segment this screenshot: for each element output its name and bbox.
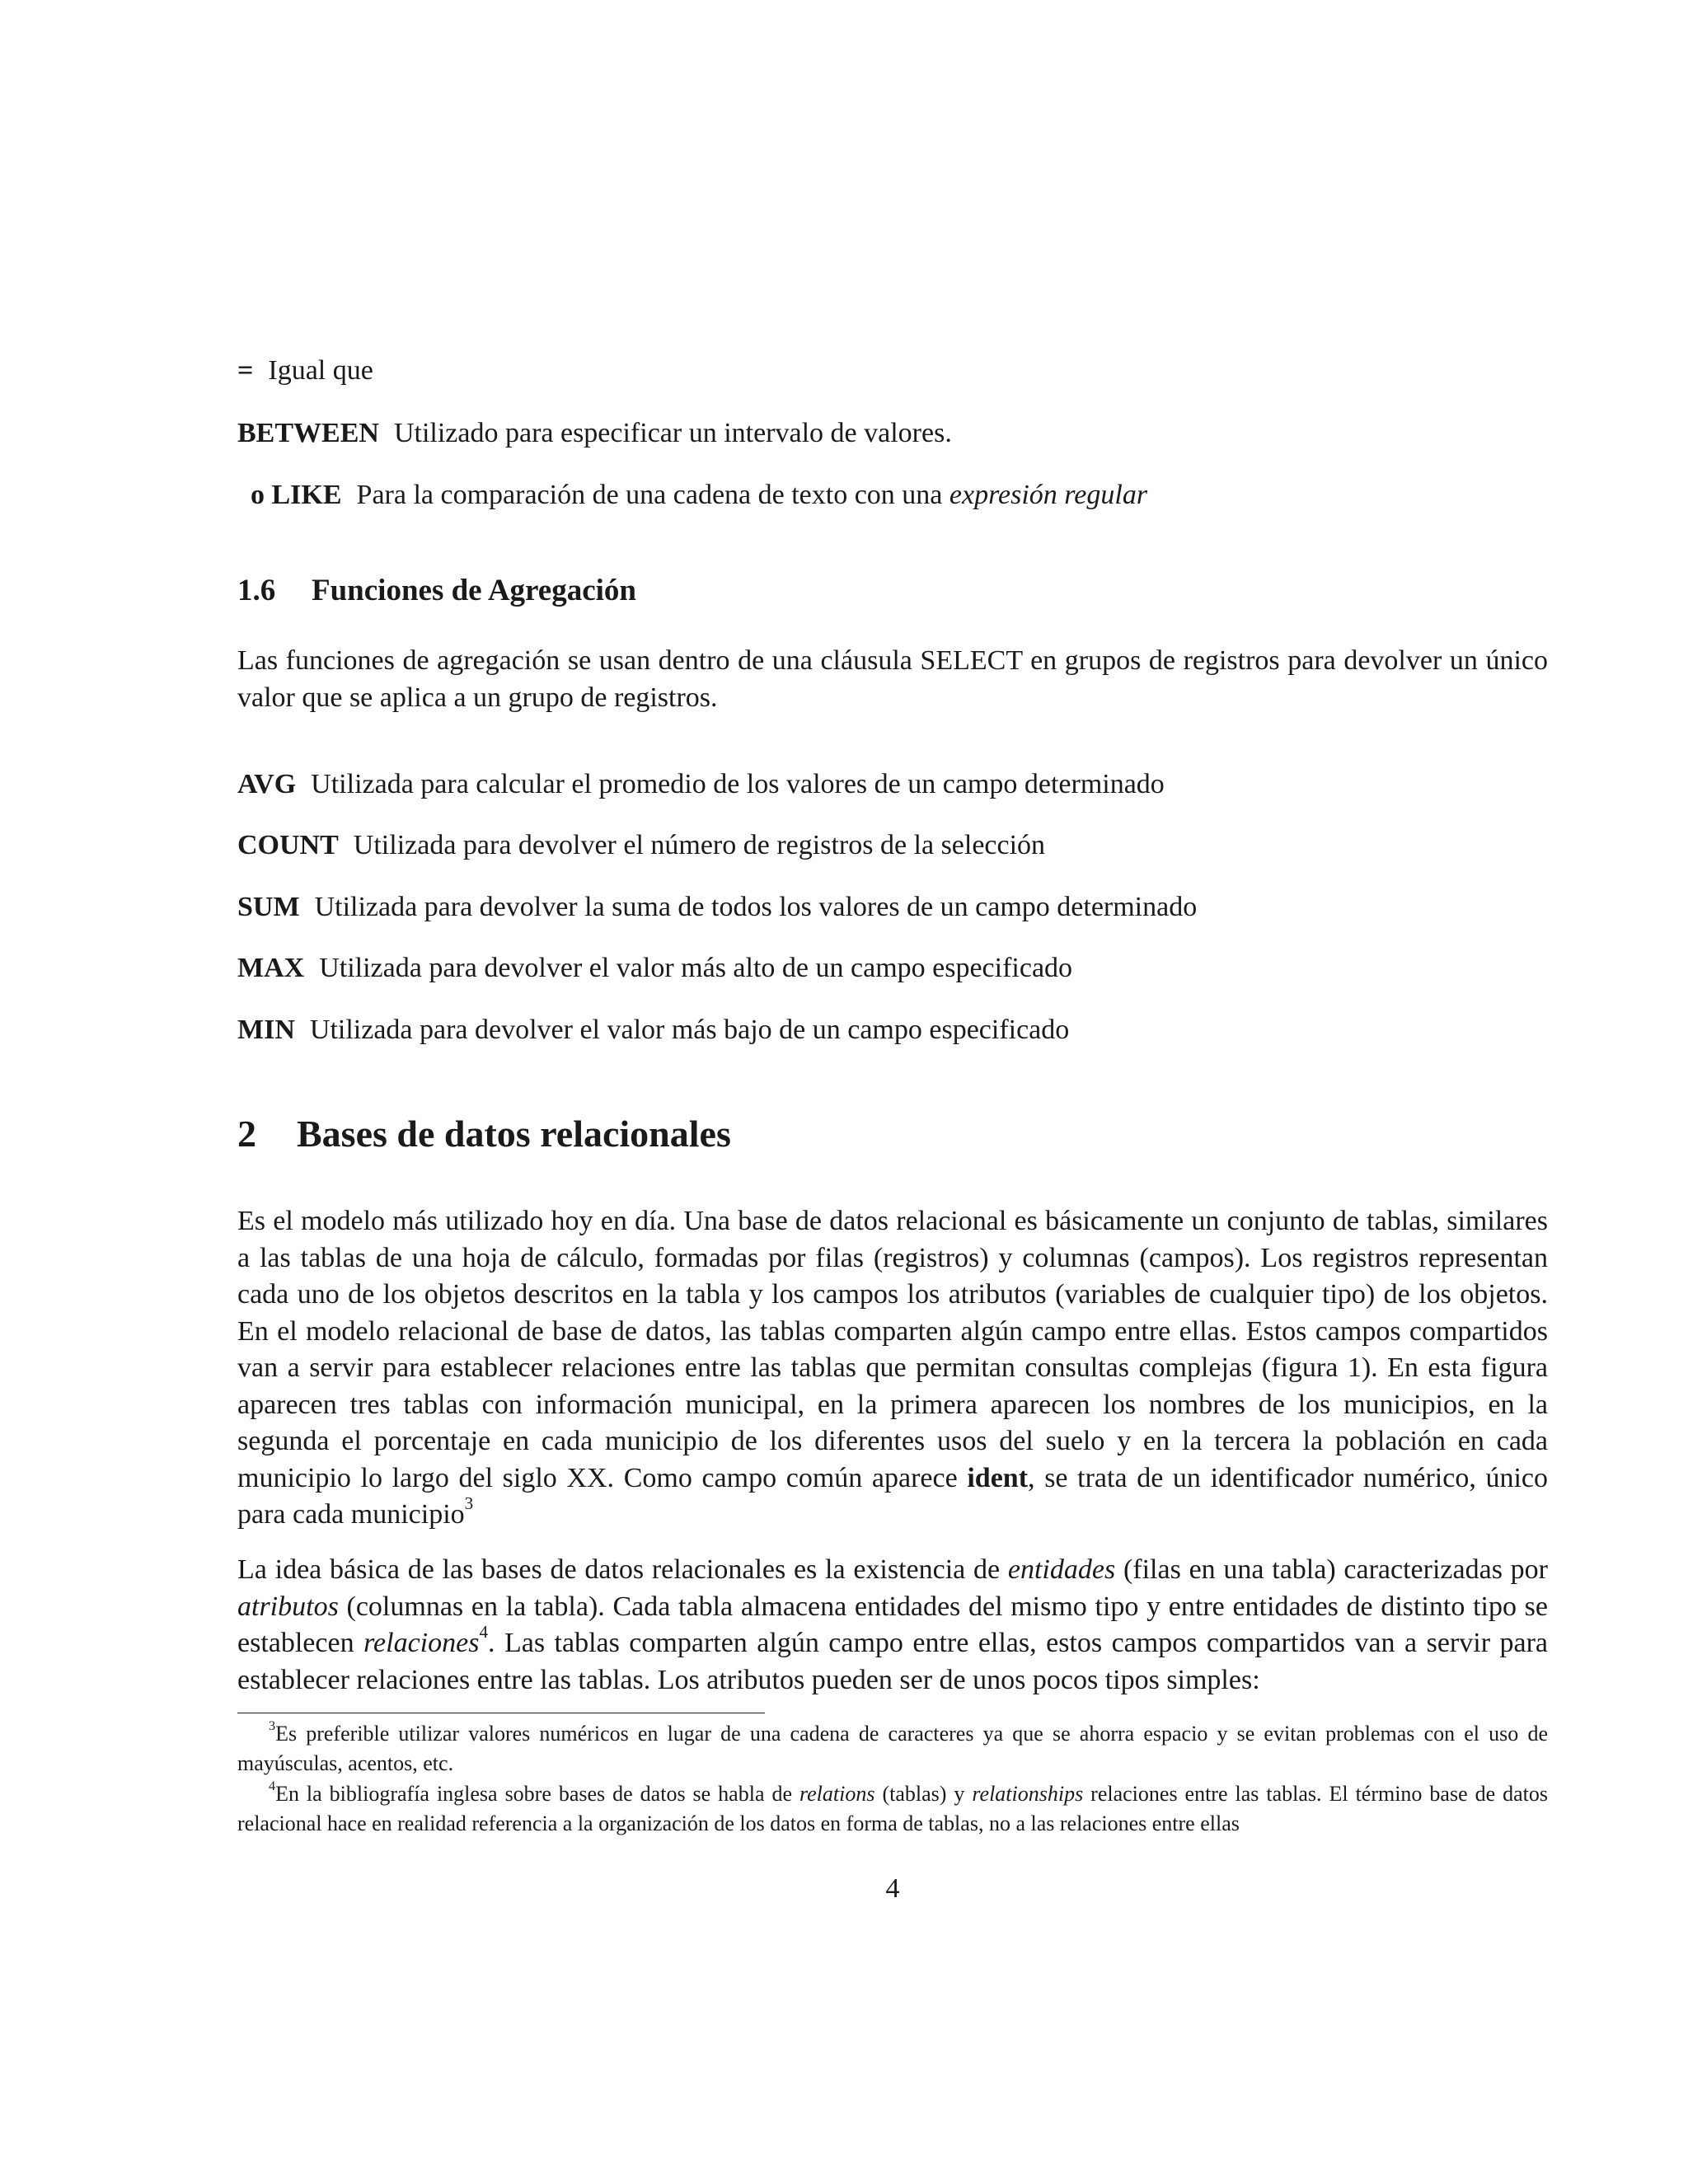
function-desc: Utilizada para calcular el promedio de los valores de un campo determinado — [311, 769, 1165, 799]
operator-term: = — [237, 355, 254, 386]
section-heading-2 — [237, 1111, 731, 1157]
footnote-4: $^4$En la bibliografía inglesa sobre bases de datos se habla de relations (tablas) y relationships relaciones entre las tablas. El término base de datos relacional hace en realidad referencia a la organización de los datos en forma de tablas, no a las relaciones entre ellas — [237, 1779, 1548, 1835]
section-number: 2 — [237, 1113, 256, 1155]
paragraph: Es el modelo más utilizado hoy en día. Una base de datos relacional es básicamente un conjunto de tablas, similares a las tablas de una hoja de cálculo, formadas por filas (registros) y columnas (campos). Los registros representan cada uno de los objetos descritos en la tabla y los campos los atributos (variables de cualquier tipo) de los objetos. En el modelo relacional de base de datos, las tablas comparten algún campo entre ellas. Estos campos compartidos van a servir para establecer relaciones entre las tablas que permitan consultas complejas (figura 1). En esta figura aparecen tres tablas con información municipal, en la primera aparecen los nombres de los municipios, en la segunda el porcentaje en cada municipio de los diferentes usos del suelo y en la tercera la población en cada municipio lo largo del siglo XX. Como campo común aparece ident, se trata de un identificador numérico, único para cada municipio$^3$ — [237, 1206, 1549, 1530]
function-term: AVG — [237, 769, 297, 799]
section-heading-1-6 — [237, 571, 636, 611]
function-term: SUM — [237, 892, 300, 922]
operator-desc: Utilizado para especificar un intervalo de valores. — [393, 418, 952, 448]
section-1-6-intro — [237, 643, 1548, 716]
function-item-min — [237, 1012, 1069, 1048]
paragraph: La idea básica de las bases de datos relacionales es la existencia de entidades (filas en una tabla) caracterizadas por atributos (columnas en la tabla). Cada tabla almacena entidades del mismo tipo y entre entidades de distinto tipo se establecen relaciones$^4$. Las tablas comparten algún campo entre ellas, estos campos compartidos van a servir para establecer relaciones entre las tablas. Los atributos pueden ser de unos pocos tipos simples: — [237, 1554, 1549, 1695]
section-title: Bases de datos relacionales — [297, 1113, 731, 1155]
function-item-count — [237, 827, 1045, 864]
footnote-ref-4: 4 — [479, 1622, 488, 1643]
field-name-ident: ident — [967, 1462, 1029, 1493]
operator-term: o LIKE — [251, 480, 342, 510]
operator-desc: Igual que — [268, 355, 373, 386]
operator-item-like — [251, 477, 1147, 513]
function-term: MAX — [237, 953, 305, 983]
function-desc: Utilizada para devolver el valor más alto de un campo especificado — [319, 953, 1073, 983]
footnote-text: Es preferible utilizar valores numéricos en lugar de una cadena de caracteres ya que se ahorra espacio y se evitan problemas con el uso de mayúsculas, acentos, etc. — [237, 1722, 1548, 1775]
section-title: Funciones de Agregación — [312, 574, 636, 607]
operator-desc-emphasis: expresión regular — [949, 480, 1148, 510]
function-desc: Utilizada para devolver el valor más bajo de un campo especificado — [309, 1015, 1070, 1045]
operator-desc: Para la comparación de una cadena de texto con una — [356, 480, 950, 510]
function-term: MIN — [237, 1015, 295, 1045]
function-item-sum — [237, 889, 1197, 926]
function-item-max — [237, 950, 1072, 987]
operator-item-between — [237, 415, 952, 452]
footnote-3 — [237, 1719, 1548, 1779]
footnote-mark: 4 — [269, 1779, 276, 1794]
operator-item-equal — [237, 353, 373, 389]
operator-term: BETWEEN — [237, 418, 379, 448]
footnote-ref-3: 3 — [464, 1493, 474, 1514]
footnote-mark: 3 — [269, 1719, 276, 1734]
document-page — [237, 0, 1548, 2184]
function-term: COUNT — [237, 830, 339, 860]
paragraph: Las funciones de agregación se usan dentro de una cláusula SELECT en grupos de registros para devolver un único valor que se aplica a un grupo de registros. — [237, 645, 1548, 713]
page-number: 4 — [885, 1873, 900, 1904]
function-desc: Utilizada para devolver el número de registros de la selección — [353, 830, 1046, 860]
section-number: 1.6 — [237, 574, 276, 607]
function-desc: Utilizada para devolver la suma de todos los valores de un campo determinado — [314, 892, 1198, 922]
section-2-paragraph-1 — [237, 1203, 1548, 1534]
section-2-paragraph-2 — [237, 1552, 1548, 1699]
function-item-avg — [237, 766, 1165, 803]
